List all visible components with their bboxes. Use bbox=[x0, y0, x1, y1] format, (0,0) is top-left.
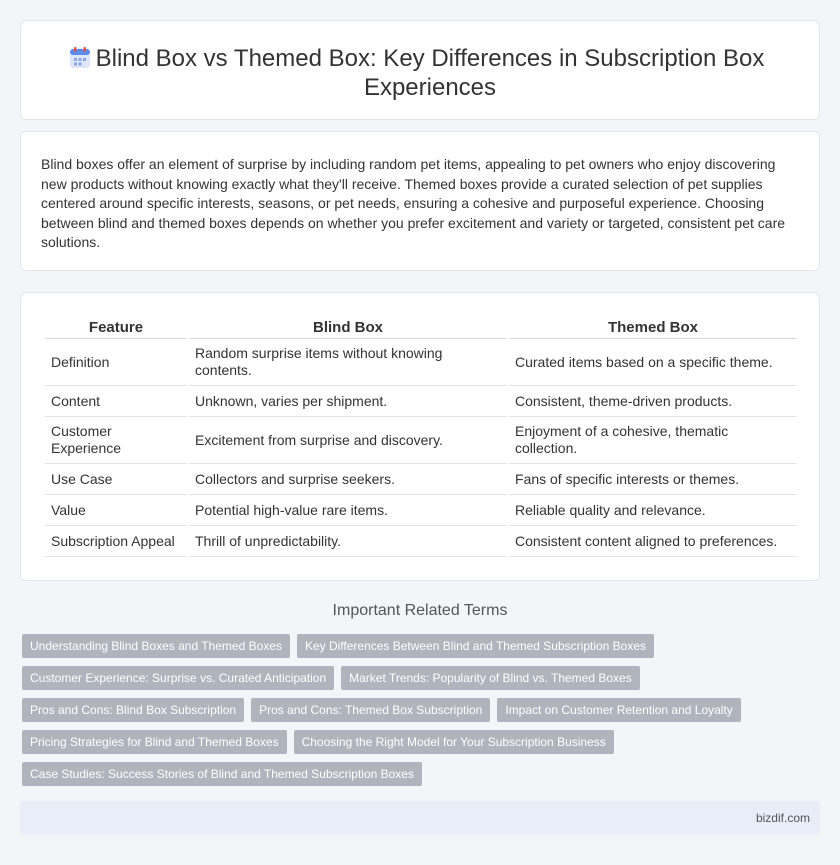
cell-blind-box: Potential high-value rare items. bbox=[189, 495, 507, 526]
table-row bbox=[45, 417, 797, 464]
page-title: Blind Box vs Themed Box: Key Differences in Subscription Box Experiences bbox=[95, 45, 765, 101]
cell-feature: Content bbox=[45, 386, 187, 417]
cell-themed-box: Fans of specific interests or themes. bbox=[509, 464, 797, 495]
related-term-tag[interactable]: Understanding Blind Boxes and Themed Boxes bbox=[22, 634, 290, 658]
table-row bbox=[45, 339, 797, 386]
comparison-table bbox=[43, 315, 799, 557]
footer-brand[interactable]: bizdif.com bbox=[755, 811, 810, 825]
related-term-tag[interactable]: Impact on Customer Retention and Loyalty bbox=[497, 698, 740, 722]
cell-feature: Definition bbox=[45, 339, 187, 386]
related-term-tag[interactable]: Pros and Cons: Themed Box Subscription bbox=[251, 698, 490, 722]
related-terms-list bbox=[22, 634, 812, 786]
header-blind-box: Blind Box bbox=[189, 315, 507, 339]
cell-themed-box: Enjoyment of a cohesive, thematic collection. bbox=[509, 417, 797, 464]
table-row bbox=[45, 526, 797, 557]
cell-blind-box: Unknown, varies per shipment. bbox=[189, 386, 507, 417]
table-row bbox=[45, 495, 797, 526]
comparison-card bbox=[20, 292, 820, 581]
cell-blind-box: Random surprise items without knowing contents. bbox=[189, 339, 507, 386]
cell-feature: Customer Experience bbox=[45, 417, 187, 464]
cell-blind-box: Thrill of unpredictability. bbox=[189, 526, 507, 557]
header-feature: Feature bbox=[45, 315, 187, 339]
header-card bbox=[20, 20, 820, 120]
cell-themed-box: Consistent content aligned to preferences. bbox=[509, 526, 797, 557]
table-row bbox=[45, 386, 797, 417]
related-terms-title: Important Related Terms bbox=[332, 602, 508, 619]
cell-feature: Value bbox=[45, 495, 187, 526]
header-themed-box: Themed Box bbox=[509, 315, 797, 339]
related-term-tag[interactable]: Case Studies: Success Stories of Blind and Themed Subscription Boxes bbox=[22, 762, 422, 786]
cell-feature: Subscription Appeal bbox=[45, 526, 187, 557]
related-term-tag[interactable]: Key Differences Between Blind and Themed Subscription Boxes bbox=[297, 634, 654, 658]
table-row bbox=[45, 464, 797, 495]
footer bbox=[20, 801, 820, 834]
related-term-tag[interactable]: Market Trends: Popularity of Blind vs. Themed Boxes bbox=[341, 666, 640, 690]
cell-themed-box: Reliable quality and relevance. bbox=[509, 495, 797, 526]
related-term-tag[interactable]: Pros and Cons: Blind Box Subscription bbox=[22, 698, 244, 722]
cell-themed-box: Curated items based on a specific theme. bbox=[509, 339, 797, 386]
intro-paragraph: Blind boxes offer an element of surprise by including random pet items, appealing to pet owners who enjoy discovering new products without knowing exactly what they'll receive. Themed boxes provide a curated selection of pet supplies centered around specific interests, seasons, or pet needs, ensuring a cohesive and purposeful experience. Choosing between blind and themed boxes depends on whether you prefer excitement and variety or targeted, consistent pet care solutions. bbox=[41, 156, 786, 251]
cell-blind-box: Excitement from surprise and discovery. bbox=[189, 417, 507, 464]
related-term-tag[interactable]: Pricing Strategies for Blind and Themed Boxes bbox=[22, 730, 287, 754]
cell-themed-box: Consistent, theme-driven products. bbox=[509, 386, 797, 417]
table-header-row bbox=[45, 315, 797, 339]
cell-feature: Use Case bbox=[45, 464, 187, 495]
related-term-tag[interactable]: Customer Experience: Surprise vs. Curated Anticipation bbox=[22, 666, 334, 690]
related-term-tag[interactable]: Choosing the Right Model for Your Subscription Business bbox=[294, 730, 614, 754]
intro-card bbox=[20, 131, 820, 271]
cell-blind-box: Collectors and surprise seekers. bbox=[189, 464, 507, 495]
